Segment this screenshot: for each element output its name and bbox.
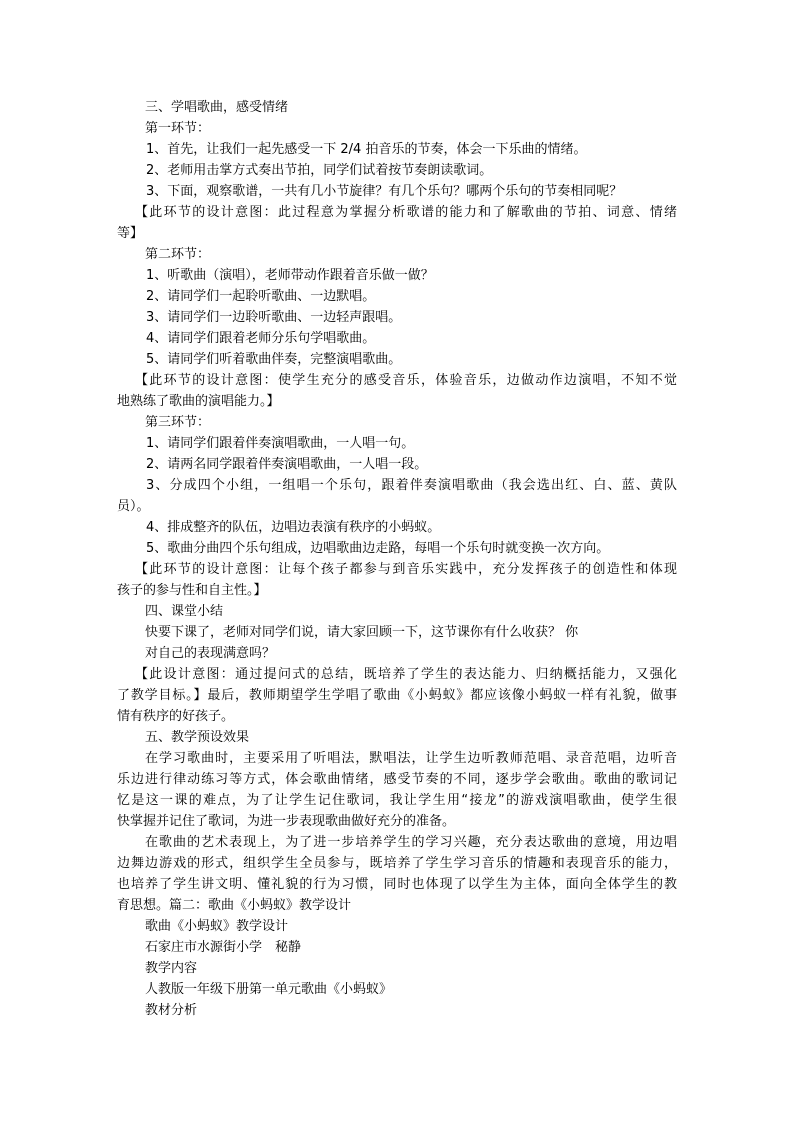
paragraph-line: 2、请两名同学跟着伴奏演唱歌曲，一人唱一段。 [146,457,428,472]
paragraph-line: 乐边进行律动练习等方式，体会歌曲情绪，感受节奏的不同，逐步学会歌曲。歌曲的歌词记 [117,772,677,787]
paragraph-line: 员）。 [117,499,150,514]
paragraph-line: 了教学目标。】最后，教师期望学生学唱了歌曲《小蚂蚁》都应该像小蚂蚁一样有礼貌，做事 [117,688,677,703]
section-heading: 三、学唱歌曲，感受情绪 [145,100,289,115]
section-heading: 四、课堂小结 [145,604,224,619]
paragraph-line: 4、请同学们跟着老师分乐句学唱歌曲。 [146,331,376,346]
paragraph-line: 对自己的表现满意吗？ [145,646,276,661]
paragraph-line: 快要下课了，老师对同学们说，请大家回顾一下，这节课你有什么收获？ 你 [145,625,579,640]
design-intent-line: 【此设计意图：通过提问式的总结，既培养了学生的表达能力、归纳概括能力，又强化 [135,667,677,682]
paragraph-line: 5、歌曲分曲四个乐句组成，边唱歌曲边走路，每唱一个乐句时就变换一次方向。 [146,541,610,556]
paragraph-line: 1、首先，让我们一起先感受一下 2/4 拍音乐的节奏，体会一下乐曲的情绪。 [146,142,587,157]
paragraph-line: 情有秩序的好孩子。 [117,709,235,724]
paragraph-line: 快掌握并记住了歌词，为进一步表现歌曲做好充分的准备。 [117,814,456,829]
design-intent-line: 地熟练了歌曲的演唱能力。】 [117,394,280,409]
paragraph-line: 2、老师用击掌方式奏出节拍，同学们试着按节奏朗读歌词。 [146,163,493,178]
design-intent-line: 孩子的参与性和自主性。】 [117,583,267,598]
design-intent-line: 【此环节的设计意图：让每个孩子都参与到音乐实践中，充分发挥孩子的创造性和体现 [135,562,677,577]
author-line: 石家庄市水源街小学 秘静 [145,940,302,955]
paragraph-line: 也培养了学生讲文明、懂礼貌的行为习惯，同时也体现了以学生为主体，面向全体学生的教 [117,877,677,892]
design-intent-line: 【此环节的设计意图：此过程意为掌握分析歌谱的能力和了解歌曲的节拍、词意、情绪 [135,205,677,220]
paragraph-line: 3、请同学们一边聆听歌曲、一边轻声跟唱。 [146,310,402,325]
paragraph-line: 5、请同学们听着歌曲伴奏，完整演唱歌曲。 [146,352,402,367]
subheading: 教学内容 [145,961,198,976]
subheading: 教材分析 [145,1003,198,1018]
paragraph-line: 人教版一年级下册第一单元歌曲《小蚂蚁》 [145,982,393,997]
section-heading: 五、教学预设效果 [145,730,250,745]
paragraph-line: 3、分成四个小组，一组唱一个乐句，跟着伴奏演唱歌曲（我会选出红、白、蓝、黄队 [146,478,677,493]
paragraph-line: 2、请同学们一起聆听歌曲、一边默唱。 [146,289,376,304]
subheading: 第一环节： [145,121,211,136]
paragraph-line: 1、请同学们跟着伴奏演唱歌曲，一人唱一句。 [146,436,415,451]
paragraph-line: 1、听歌曲（演唱），老师带动作跟着音乐做一做？ [146,268,434,283]
design-intent-line: 【此环节的设计意图：使学生充分的感受音乐，体验音乐，边做动作边演唱，不知不觉 [135,373,677,388]
subheading: 第二环节： [145,247,211,262]
paragraph-line: 4、排成整齐的队伍，边唱边表演有秩序的小蚂蚁。 [146,520,441,535]
paragraph-line: 在歌曲的艺术表现上，为了进一步培养学生的学习兴趣，充分表达歌曲的意境，用边唱 [145,835,677,850]
subheading: 第三环节： [145,415,211,430]
paragraph-line: 忆是这一课的难点，为了让学生记住歌词，我让学生用“接龙”的游戏演唱歌曲，使学生很 [117,793,677,808]
design-intent-line: 等】 [117,226,144,241]
document-title: 歌曲《小蚂蚁》教学设计 [145,919,289,934]
paragraph-line: 边舞边游戏的形式，组织学生全员参与，既培养了学生学习音乐的情趣和表现音乐的能力， [117,856,677,871]
document-body [117,97,677,1021]
paragraph-line: 在学习歌曲时，主要采用了听唱法，默唱法，让学生边听教师范唱、录音范唱，边听音 [145,751,677,766]
paragraph-line: 3、下面，观察歌谱，一共有几小节旋律？有几个乐句？哪两个乐句的节奏相同呢？ [146,184,623,199]
paragraph-line: 育思想。篇二：歌曲《小蚂蚁》教学设计 [117,898,352,913]
